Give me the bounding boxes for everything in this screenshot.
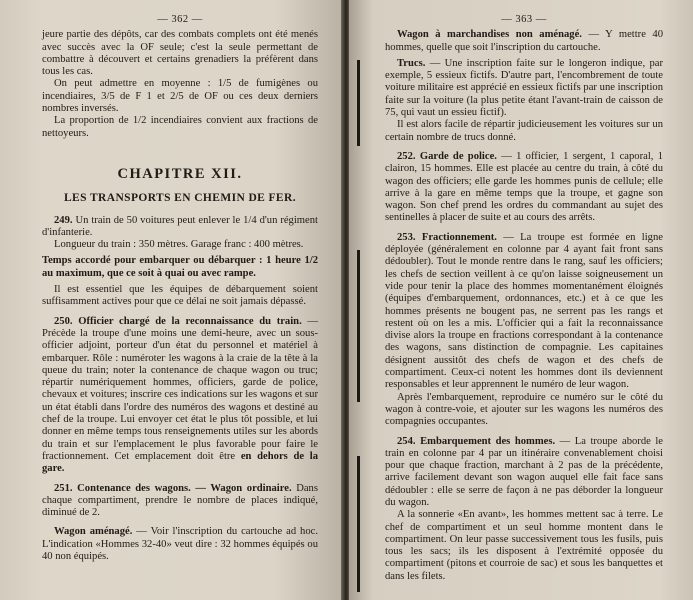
temps-heading: Temps accordé pour embarquer ou débarquer : 1 heure 1/2 au maximum, que ce soit à quai ou avec rampe. bbox=[42, 255, 318, 279]
section-250 bbox=[42, 316, 318, 476]
wagon-marchandises-title: Wagon à marchandises non aménagé. bbox=[397, 29, 582, 41]
wagon-marchandises-text: — Y mettre 40 hommes, quelle que soit l'inscription du cartouche. bbox=[385, 29, 663, 53]
trucs-paragraph-2: Il est alors facile de répartir judicieusement les voitures sur un certain nombre de trucs donné. bbox=[385, 119, 663, 143]
left-paragraph-1: jeure partie des dépôts, car des combats complets ont été menés avec succès avec la OF seule; c'est la seule permettant de combattre à découvert et certains grenadiers la préfèrent dans tous les cas. bbox=[42, 29, 318, 78]
trucs-title: Trucs. bbox=[397, 57, 426, 69]
trucs bbox=[385, 58, 663, 119]
section-250-number: 250. bbox=[54, 315, 73, 327]
right-page-number: — 363 — bbox=[501, 14, 547, 25]
section-249-length: Longueur du train : 350 mètres. Garage franc : 400 mètres. bbox=[54, 239, 304, 251]
temps-paragraph: Il est essentiel que les équipes de débarquement soient suffisamment actives pour que ce délai ne soit jamais dépassé. bbox=[42, 284, 318, 308]
left-paragraph-3: La proportion de 1/2 incendiaires convient aux fractions de nettoyeurs. bbox=[42, 115, 318, 139]
section-251-number: 251. bbox=[54, 482, 73, 494]
section-253-paragraph-2: Après l'embarquement, reproduire ce numéro sur le côté du wagon à contre-voie, et ajouter sur les wagons les numéros des compagnies occupantes. bbox=[385, 391, 663, 428]
section-251-title: Contenance des wagons. — Wagon ordinaire. bbox=[77, 482, 292, 494]
section-254-title: Embarquement des hommes. bbox=[420, 435, 556, 447]
section-252-number: 252. bbox=[397, 150, 416, 162]
wagon-marchandises bbox=[385, 29, 663, 54]
section-250-title: Officier chargé de la reconnaissance du train. bbox=[78, 315, 302, 327]
section-254-text: — La troupe aborde le train en colonne par 4 par un itinéraire convenablement choisi pour que chaque fraction, marchant à 2 pas de la précédente, arrive facilement devant son wagon auquel elle fait face sans dédoubler : elle se serre de façon à ne pas déborder la longueur du wagon. bbox=[385, 435, 663, 508]
wagon-amenage-title: Wagon aménagé. bbox=[54, 526, 133, 538]
right-page bbox=[349, 0, 693, 600]
section-254-number: 254. bbox=[397, 435, 416, 447]
left-page-number: — 362 — bbox=[157, 14, 203, 25]
trucs-text: — Une inscription faite sur le longeron indique, par exemple, 5 essieux fictifs. D'autre part, l'encombrement de toute voiture militaire est apprécié en essieux fictifs par une inscription faite sur la voiture (la plus petite étant l'avant-train de caisson de 75, qui vaut un essieu fictif). bbox=[385, 57, 663, 119]
margin-bar-1 bbox=[357, 60, 360, 146]
section-254 bbox=[385, 436, 663, 510]
section-249-number: 249. bbox=[54, 214, 73, 226]
section-254-paragraph-2: A la sonnerie «En avant», les hommes mettent sac à terre. Le chef de compartiment et un seul homme montent dans le compartiment. On leur passe successivement tous les fusils, puis tous les sacs; ils les disposent à l'extrémité opposée du compartiment (pitons et courroie de sac) et sous les banquettes et dans les filets. bbox=[385, 509, 663, 582]
left-page bbox=[0, 0, 343, 600]
section-251-text: Dans chaque compartiment, prendre le nombre de places indiqué, diminué de 2. bbox=[42, 482, 318, 519]
section-252-title: Garde de police. bbox=[419, 150, 497, 162]
section-253-title: Fractionnement. bbox=[421, 231, 497, 243]
section-249-text: Un train de 50 voitures peut enlever le 1/4 d'un régiment d'infanterie. bbox=[42, 214, 318, 238]
section-250-text: — Précède la troupe d'une moins une demi-heure, avec un sous-officier adjoint, porteur d'un état du personnel et matériel à embarquer. Rôle : numérotег les wagons à la craie de la tête à la queue du train; noter la contenance de chaque wagon ou truc; répartir numériquement hommes, officiers, garde de police, chevaux et voitures; inscrire ces indications sur les wagons et sur un état établi dans l'ordre des numéros des wagons et destiné au chef de la troupe. Lui envoyer cet état le plus tôt possible, et lui donner en même temps tous renseignements utiles sur les abords du train et sur l'emplacement le plus favorable pour faire le fractionnement. Cet emplacement doit être bbox=[42, 315, 318, 462]
section-252 bbox=[385, 151, 663, 225]
chapter-subtitle: LES TRANSPORTS EN CHEMIN DE FER. bbox=[63, 192, 296, 205]
section-253-number: 253. bbox=[397, 231, 416, 243]
section-253 bbox=[385, 232, 663, 392]
chapter-title: CHAPITRE XII. bbox=[117, 165, 243, 182]
wagon-amenage bbox=[42, 526, 318, 563]
left-paragraph-2: On peut admettre en moyenne : 1/5 de fumigènes ou incendiaires, 3/5 de F 1 et 2/5 de OF ou ces deux derniers nombres inversés. bbox=[42, 78, 318, 115]
section-253-text: — La troupe est formée en ligne déployée (généralement en colonne par 4 ayant fait front sans dédoubler). Tout le monde rentre dans le rang, sauf les officiers; les chefs de section veillent à ce qu'on laisse soigneusement un vide pour tenir la place des hommes momentanément éloignés (équipes d'embarquement, ordonnances, etc.) et à ce que les hommes présents ne bougent pas, ne serrent pas les rangs et restent où on les a mis. L'officier qui a fait la reconnaissance divise alors la troupe en fractions correspondant à la contenance des wagons, sans distinction de compagnie. Les capitaines désignent aussitôt des chefs de wagon et des chefs de compartiment. Ceux-ci notent les hommes dont ils deviennent responsables et leur apprennent le numéro de leur wagon. bbox=[385, 231, 663, 391]
section-250-end: en dehors de la gare. bbox=[42, 450, 319, 475]
section-249 bbox=[42, 215, 318, 240]
margin-bar-3 bbox=[357, 456, 360, 592]
margin-bar-2 bbox=[357, 250, 360, 402]
wagon-amenage-text: — Voir l'inscription du cartouche ad hoc. L'indication «Hommes 32-40» veut dire : 32 hommes équipés ou 40 non équipés. bbox=[42, 526, 318, 562]
section-251 bbox=[42, 483, 318, 520]
section-252-text: — 1 officier, 1 sergent, 1 caporal, 1 clairon, 15 hommes. Elle est placée au centre du train, à côté du wagon des officiers; elle garde les hommes punis de cellule; elle arrive à la gare en même temps que la troupe, et gagne son wagon. Son chef prend les ordres du commandant au sujet des sentinelles à placer de suite et au cours des arrêts. bbox=[385, 150, 663, 224]
